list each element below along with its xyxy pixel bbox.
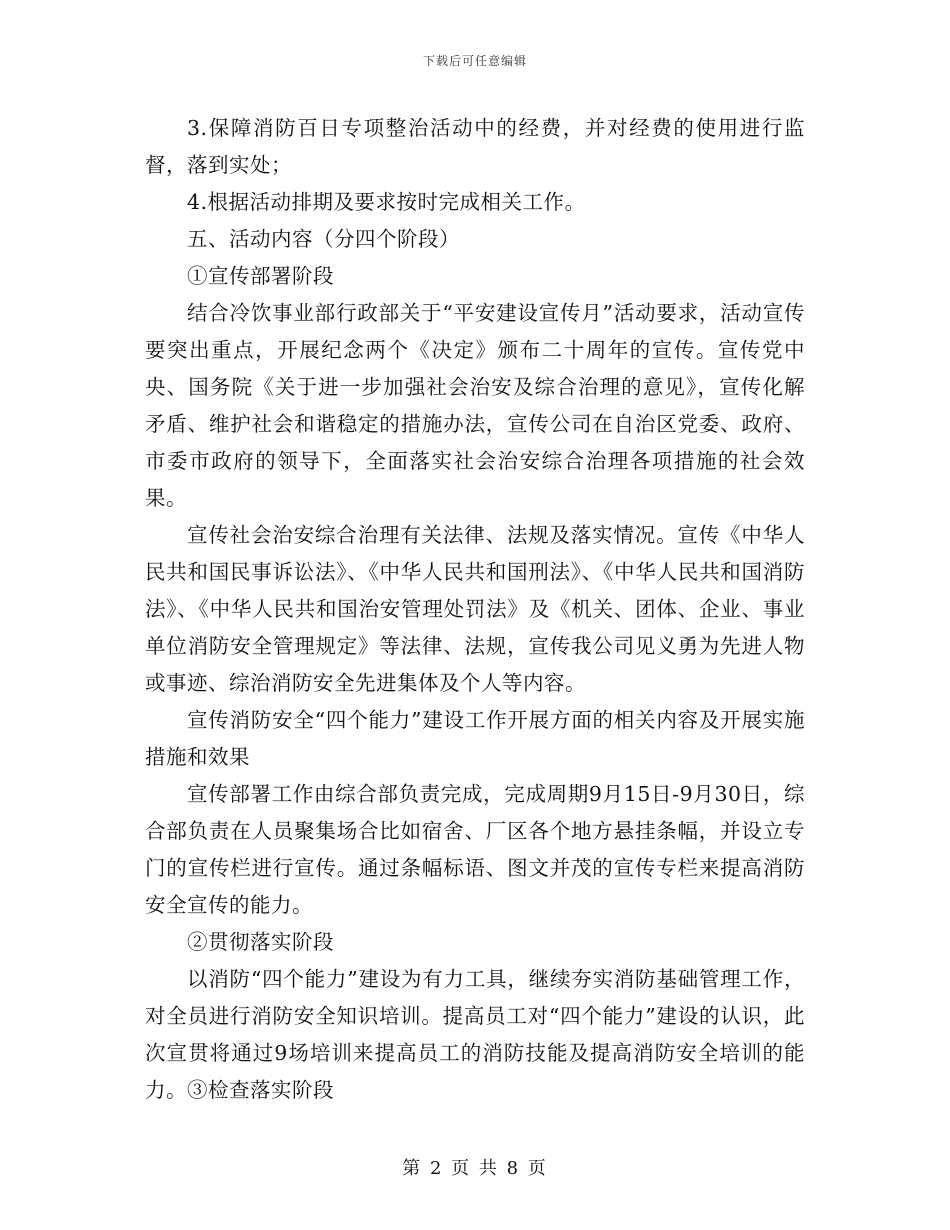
section-heading-activity-content: 五、活动内容（分四个阶段） xyxy=(187,227,460,251)
stage-heading-implementation: ②贯彻落实阶段 xyxy=(187,930,334,954)
paragraph-publicity-focus: 结合冷饮事业部行政部关于“平安建设宣传月”活动要求，活动宣传要突出重点，开展纪念两个《决定》颁布二十周年的宣传。宣传党中央、国务院《关于进一步加强社会治安及综合治理的意见》，宣传化解矛盾、维护社会和谐稳定的措施办法，宣传公司在自治区党委、政府、市委市政府的领导下，全面落实社会治安综合治理各项措施的社会效果。 xyxy=(145,301,805,510)
paragraph-publicity-deployment: 宣传部署工作由综合部负责完成，完成周期9月15日-9月30日，综合部负责在人员聚集场合比如宿舍、厂区各个地方悬挂条幅，并设立专门的宣传栏进行宣传。通过条幅标语、图文并茂的宣传专栏来提高消防安全宣传的能力。 xyxy=(145,782,805,917)
page-header: 下载后可任意编辑 xyxy=(422,54,527,68)
paragraph-funding: 3.保障消防百日专项整治活动中的经费，并对经费的使用进行监督，落到实处； xyxy=(145,116,805,177)
paragraph-training: 以消防“四个能力”建设为有力工具，继续夯实消防基础管理工作，对全员进行消防安全知识培训。提高员工对“四个能力”建设的认识，此次宣贯将通过9场培训来提高员工的消防技能及提高消防安全培训的能力。③检查落实阶段 xyxy=(145,967,805,1102)
page-number: 第 2 页 共 8 页 xyxy=(402,1158,548,1179)
stage-heading-publicity: ①宣传部署阶段 xyxy=(187,264,334,288)
paragraph-legal-publicity: 宣传社会治安综合治理有关法律、法规及落实情况。宣传《中华人民共和国民事诉讼法》、《中华人民共和国刑法》、《中华人民共和国消防法》、《中华人民共和国治安管理处罚法》及《机关、团体、企业、事业单位消防安全管理规定》等法律、法规，宣传我公司见义勇为先进人物或事迹、综治消防安全先进集体及个人等内容。 xyxy=(145,523,805,695)
document-body xyxy=(145,110,805,1109)
paragraph-four-capabilities: 宣传消防安全“四个能力”建设工作开展方面的相关内容及开展实施措施和效果 xyxy=(145,708,805,769)
paragraph-schedule: 4.根据活动排期及要求按时完成相关工作。 xyxy=(187,190,586,214)
